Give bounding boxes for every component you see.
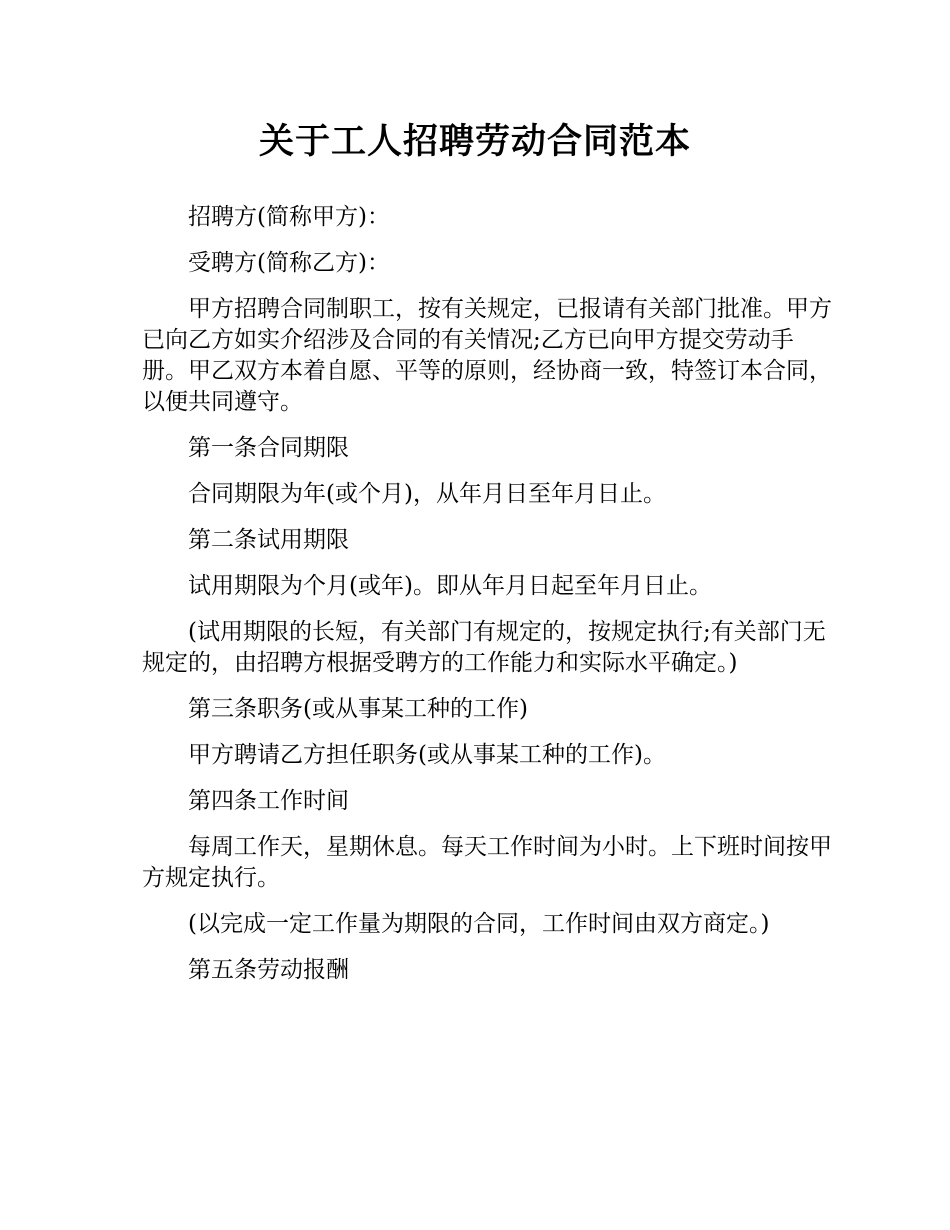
article-1-text: 合同期限为年(或个月)，从年月日至年月日止。: [188, 481, 666, 507]
article-5-heading: 第五条劳动报酬: [188, 957, 349, 983]
paragraph-employee: 受聘方(简称乙方)：: [188, 250, 390, 276]
document-title: 关于工人招聘劳动合同范本: [258, 122, 691, 162]
article-1-heading: 第一条合同期限: [188, 435, 349, 461]
article-4-heading: 第四条工作时间: [188, 788, 349, 814]
article-4-note: (以完成一定工作量为期限的合同，工作时间由双方商定。): [188, 911, 770, 937]
document-body: [142, 202, 832, 1001]
article-4-text: 每周工作天，星期休息。每天工作时间为小时。上下班时间按甲方规定执行。: [142, 834, 832, 891]
article-2-text: 试用期限为个月(或年)。即从年月日起至年月日止。: [188, 573, 712, 599]
article-2-heading: 第二条试用期限: [188, 527, 349, 553]
paragraph-employer: 招聘方(简称甲方)：: [188, 204, 390, 230]
article-3-heading: 第三条职务(或从事某工种的工作): [188, 696, 528, 722]
article-2-note: (试用期限的长短，有关部门有规定的，按规定执行;有关部门无规定的，由招聘方根据受聘方的工作能力和实际水平确定。): [142, 619, 826, 676]
paragraph-preamble: 甲方招聘合同制职工，按有关规定，已报请有关部门批准。甲方已向乙方如实介绍涉及合同的有关情况;乙方已向甲方提交劳动手册。甲乙双方本着自愿、平等的原则，经协商一致，特签订本合同，以便共同遵守。: [142, 296, 832, 415]
article-3-text: 甲方聘请乙方担任职务(或从事某工种的工作)。: [188, 742, 666, 768]
